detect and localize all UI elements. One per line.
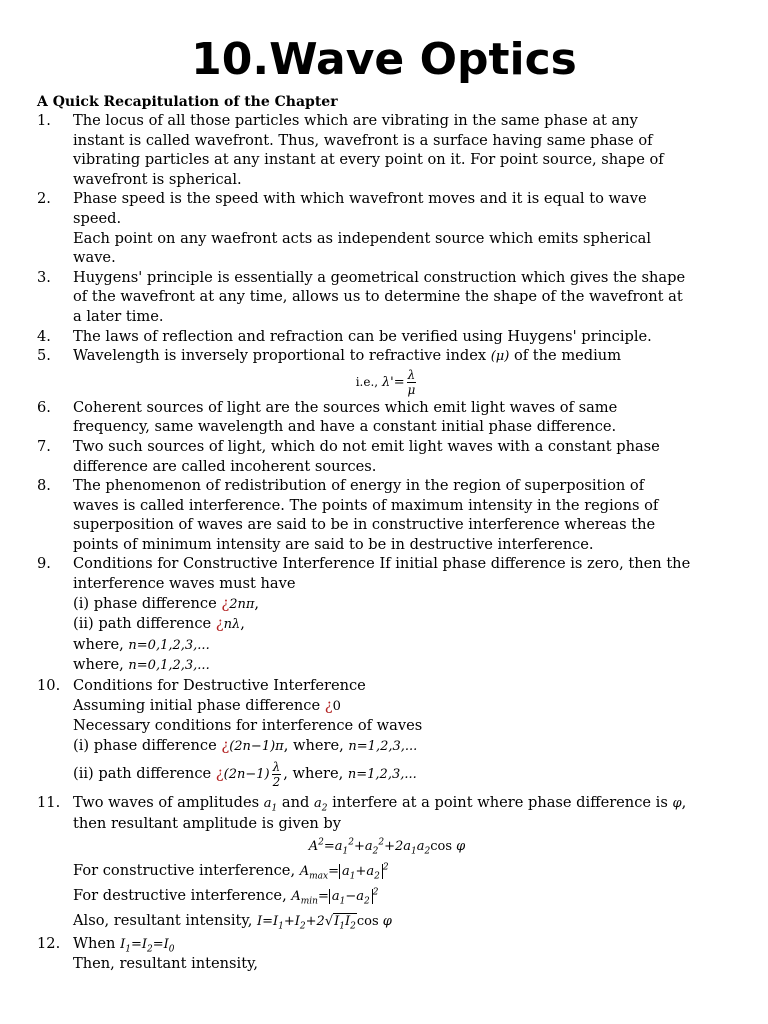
- formula-resultant-amplitude: $A^2=a_1^2+a_2^2+2a_1a_2\cos$ φ: [308, 837, 466, 857]
- item-text: Necessary conditions for interference of waves: [73, 717, 423, 735]
- item-text: instant is called wavefront. Thus, wavefront is a surface having same phase of: [73, 131, 653, 149]
- item-text: Phase speed is the speed with which wavefront moves and it is equal to wave: [73, 190, 647, 208]
- list-item-2: [37, 189, 737, 267]
- item-text: where, n=0,1,2,3,...: [73, 656, 210, 674]
- item-text: The phenomenon of redistribution of energy in the region of superposition of: [73, 477, 645, 495]
- list-item-5: [37, 346, 737, 398]
- item-text: points of minimum intensity are said to be in destructive interference.: [73, 535, 594, 553]
- item-text: (ii) path difference ¿nλ,: [73, 615, 245, 633]
- item-text: (i) phase difference ¿2nπ,: [73, 594, 260, 612]
- item-text: Two such sources of light, which do not emit light waves with a constant phase: [73, 437, 660, 455]
- item-text: The laws of reflection and refraction can be verified using Huygens' principle.: [73, 327, 652, 345]
- item-number: 9.: [37, 555, 51, 573]
- item-number: 11.: [37, 794, 61, 812]
- item-text: (i) phase difference ¿(2n−1)π, where, n=1,2,3,...: [73, 736, 418, 754]
- item-number: 3.: [37, 268, 51, 286]
- list-item-6: [37, 398, 737, 437]
- item-text: The locus of all those particles which are vibrating in the same phase at any: [73, 112, 638, 129]
- item-number: 1.: [37, 112, 51, 129]
- item-text: Conditions for Destructive Interference: [73, 677, 366, 695]
- item-text: waves is called interference. The points of maximum intensity in the regions of: [73, 496, 659, 514]
- item-number: 10.: [37, 677, 61, 695]
- item-text: Huygens' principle is essentially a geometrical construction which gives the shape: [73, 268, 686, 286]
- list-item-3: [37, 268, 737, 327]
- item-text: Then, resultant intensity,: [73, 955, 259, 973]
- item-text: superposition of waves are said to be in constructive interference whereas the: [73, 516, 656, 534]
- item-text: interference waves must have: [73, 575, 296, 593]
- item-number: 7.: [37, 437, 51, 455]
- list-item-7: [37, 437, 737, 476]
- list-item-11: [37, 793, 737, 933]
- item-number: 8.: [37, 477, 51, 495]
- item-text: Conditions for Constructive Interference If initial phase difference is zero, then the: [73, 555, 691, 573]
- list-item-9: [37, 554, 737, 676]
- item-text: (ii) path difference ¿(2n−1) $\frac{\lambda}{2}$ , where, n=1,2,3,...: [73, 759, 417, 789]
- item-text: difference are called incoherent sources.: [73, 457, 377, 475]
- item-text: of the wavefront at any time, allows us to determine the shape of the wavefront at: [73, 288, 683, 306]
- item-text: For constructive interference, $A_{max}= a_1+a_2^2$: [73, 861, 389, 882]
- item-text: where, n=0,1,2,3,...: [73, 635, 210, 653]
- item-number: 12.: [37, 934, 61, 952]
- item-text: speed.: [73, 209, 122, 227]
- item-text: Each point on any waefront acts as independent source which emits spherical: [73, 229, 652, 247]
- item-text: Wavelength is inversely proportional to refractive index (μ) of the medium: [73, 347, 622, 365]
- item-text: a later time.: [73, 307, 164, 325]
- list-item-10: [37, 676, 737, 793]
- item-text: Also, resultant intensity, $I=I_1+I_2+2√I_1I_2\cos$ φ: [73, 911, 392, 932]
- item-number: 2.: [37, 190, 51, 208]
- item-text: frequency, same wavelength and have a constant initial phase difference.: [73, 418, 617, 436]
- recap-list: [37, 111, 737, 974]
- list-item-1: [37, 111, 737, 189]
- item-text: For destructive interference, $A_{min}= a_1-a_2^2$: [73, 886, 379, 907]
- list-item-8: [37, 476, 737, 554]
- item-number: 4.: [37, 327, 51, 345]
- item-number: 5.: [37, 347, 51, 365]
- page-title: 10.Wave Optics: [191, 34, 577, 85]
- chapter-subtitle: A Quick Recapitulation of the Chapter: [37, 94, 338, 110]
- item-text: Assuming initial phase difference ¿0: [73, 696, 341, 714]
- item-text: wavefront is spherical.: [73, 170, 242, 188]
- formula-wavelength: i.e., λ'= $\frac{\lambda}{\mu}$: [355, 367, 416, 397]
- item-number: 6.: [37, 398, 51, 416]
- item-text: When $I_1=I_2=I_0$: [73, 934, 175, 955]
- item-text: Two waves of amplitudes $a_1$ and $a_2$ interfere at a point where phase difference is φ,: [73, 794, 687, 814]
- item-text: wave.: [73, 249, 116, 267]
- item-text: then resultant amplitude is given by: [73, 815, 341, 832]
- list-item-4: [37, 327, 737, 347]
- item-text: vibrating particles at any instant at every point on it. For point source, shape of: [73, 151, 664, 169]
- item-text: Coherent sources of light are the sources which emit light waves of same: [73, 398, 618, 416]
- list-item-12: [37, 934, 737, 974]
